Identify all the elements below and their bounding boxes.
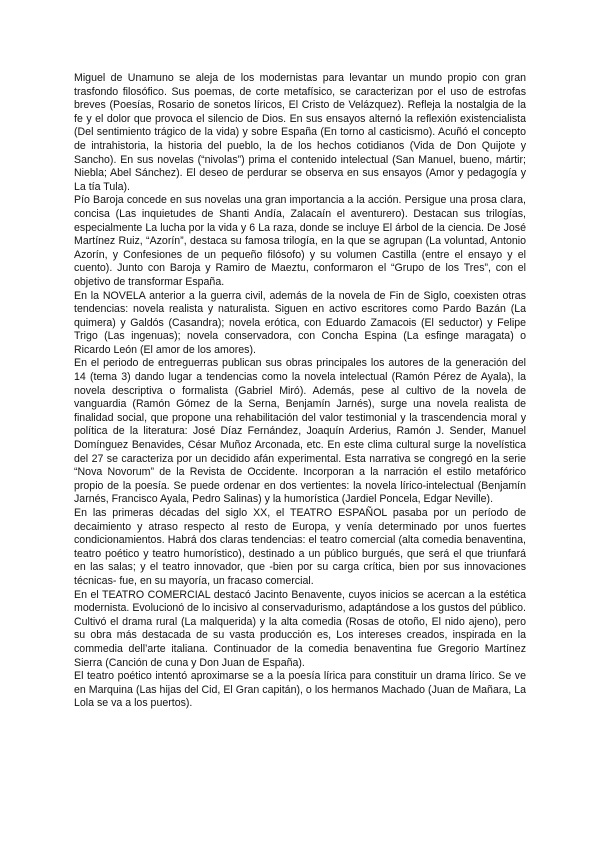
document-page [74, 72, 526, 711]
paragraph-teatro-comercial: En el TEATRO COMERCIAL destacó Jacinto Benavente, cuyos inicios se acercan a la estética modernista. Evolucionó de lo incisivo al conservadurismo, adaptándose a los gustos del público. Cultivó el drama rural (La malquerida) y la alta comedia (Rosas de otoño, El nido ajeno), pero su obra más destacada de su vasta producción es, Los intereses creados, inspirada en la commedia dell’arte italiana. Continuador de la comedia benaventina fue Gregorio Martínez Sierra (Canción de cuna y Don Juan de España). [74, 588, 526, 669]
paragraph-baroja-azorin: Pío Baroja concede en sus novelas una gran importancia a la acción. Persigue una prosa clara, concisa (Las inquietudes de Shanti Andía, Zalacaín el aventurero). Destacan sus trilogías, especialmente La lucha por la vida y 6 La raza, donde se incluye El árbol de la ciencia. De José Martínez Ruiz, “Azorín”, destaca su famosa trilogía, en la que se agrupan (La voluntad, Antonio Azorín, y Confesiones de un pequeño filósofo) y su volumen Castilla (entre el ensayo y el cuento). Junto con Baroja y Ramiro de Maeztu, conformaron el “Grupo de los Tres”, con el objetivo de transformar España. [74, 194, 526, 288]
paragraph-novela-anterior-guerra: En la NOVELA anterior a la guerra civil, además de la novela de Fin de Siglo, coexisten otras tendencias: novela realista y naturalista. Siguen en activo escritores como Pardo Bazán (La quimera) y Galdós (Casandra); novela erótica, con Eduardo Zamacois (El seductor) y Felipe Trigo (Las ingenuas); novela conservadora, con Concha Espina (La esfinge maragata) o Ricardo León (El amor de los amores). [74, 289, 526, 356]
paragraph-unamuno: Miguel de Unamuno se aleja de los modernistas para levantar un mundo propio con gran trasfondo filosófico. Sus poemas, de corte metafísico, se caracterizan por el uso de estrofas breves (Poesías, Rosario de sonetos líricos, El Cristo de Velázquez). Refleja la nostalgia de la fe y el dolor que provoca el silencio de Dios. En sus ensayos alternó la reflexión existencialista (Del sentimiento trágico de la vida) y sobre España (En torno al casticismo). Acuñó el concepto de intrahistoria, la historia del pueblo, la de los hechos cotidianos (Vida de Don Quijote y Sancho). En sus novelas (“nivolas”) prima el contenido intelectual (San Manuel, bueno, mártir; Niebla; Abel Sánchez). El deseo de perdurar se observa en sus ensayos (Amor y pedagogía y La tía Tula). [74, 72, 526, 193]
paragraph-teatro-poetico: El teatro poético intentó aproximarse se a la poesía lírica para constituir un drama lírico. Se ve en Marquina (Las hijas del Cid, El Gran capitán), o los hermanos Machado (Juan de Mañara, La Lola se va a los puertos). [74, 670, 526, 710]
paragraph-entreguerras: En el periodo de entreguerras publican sus obras principales los autores de la generación del 14 (tema 3) dando lugar a tendencias como la novela intelectual (Ramón Pérez de Ayala), la novela descriptiva o formalista (Gabriel Miró). Además, pese al cultivo de la novela de vanguardia (Ramón Gómez de la Serna, Benjamín Jarnés), surge una novela realista de finalidad social, que propone una rehabilitación del valor testimonial y la trascendencia moral y política de la literatura: José Díaz Fernández, Joaquín Arderius, Ramón J. Sender, Manuel Domínguez Benavides, César Muñoz Arconada, etc. En este clima cultural surge la novelística del 27 se caracteriza por un decidido afán experimental. Esta narrativa se congregó en la serie “Nova Novorum” de la Revista de Occidente. Incorporan a la narración el estilo metafórico propio de la poesía. Se puede ordenar en dos vertientes: la novela lírico-intelectual (Benjamín Jarnés, Francisco Ayala, Pedro Salinas) y la humorística (Jardiel Poncela, Edgar Neville). [74, 357, 526, 506]
paragraph-teatro-espanol: En las primeras décadas del siglo XX, el TEATRO ESPAÑOL pasaba por un período de decaimiento y atraso respecto al resto de Europa, y venía determinado por unos fuertes condicionamientos. Habrá dos claras tendencias: el teatro comercial (alta comedia benaventina, teatro poético y teatro humorístico), destinado a un público burgués, que será el que triunfará en las salas; y el teatro innovador, que -bien por su carga crítica, bien por sus innovaciones técnicas- fue, en su mayoría, un fracaso comercial. [74, 507, 526, 587]
